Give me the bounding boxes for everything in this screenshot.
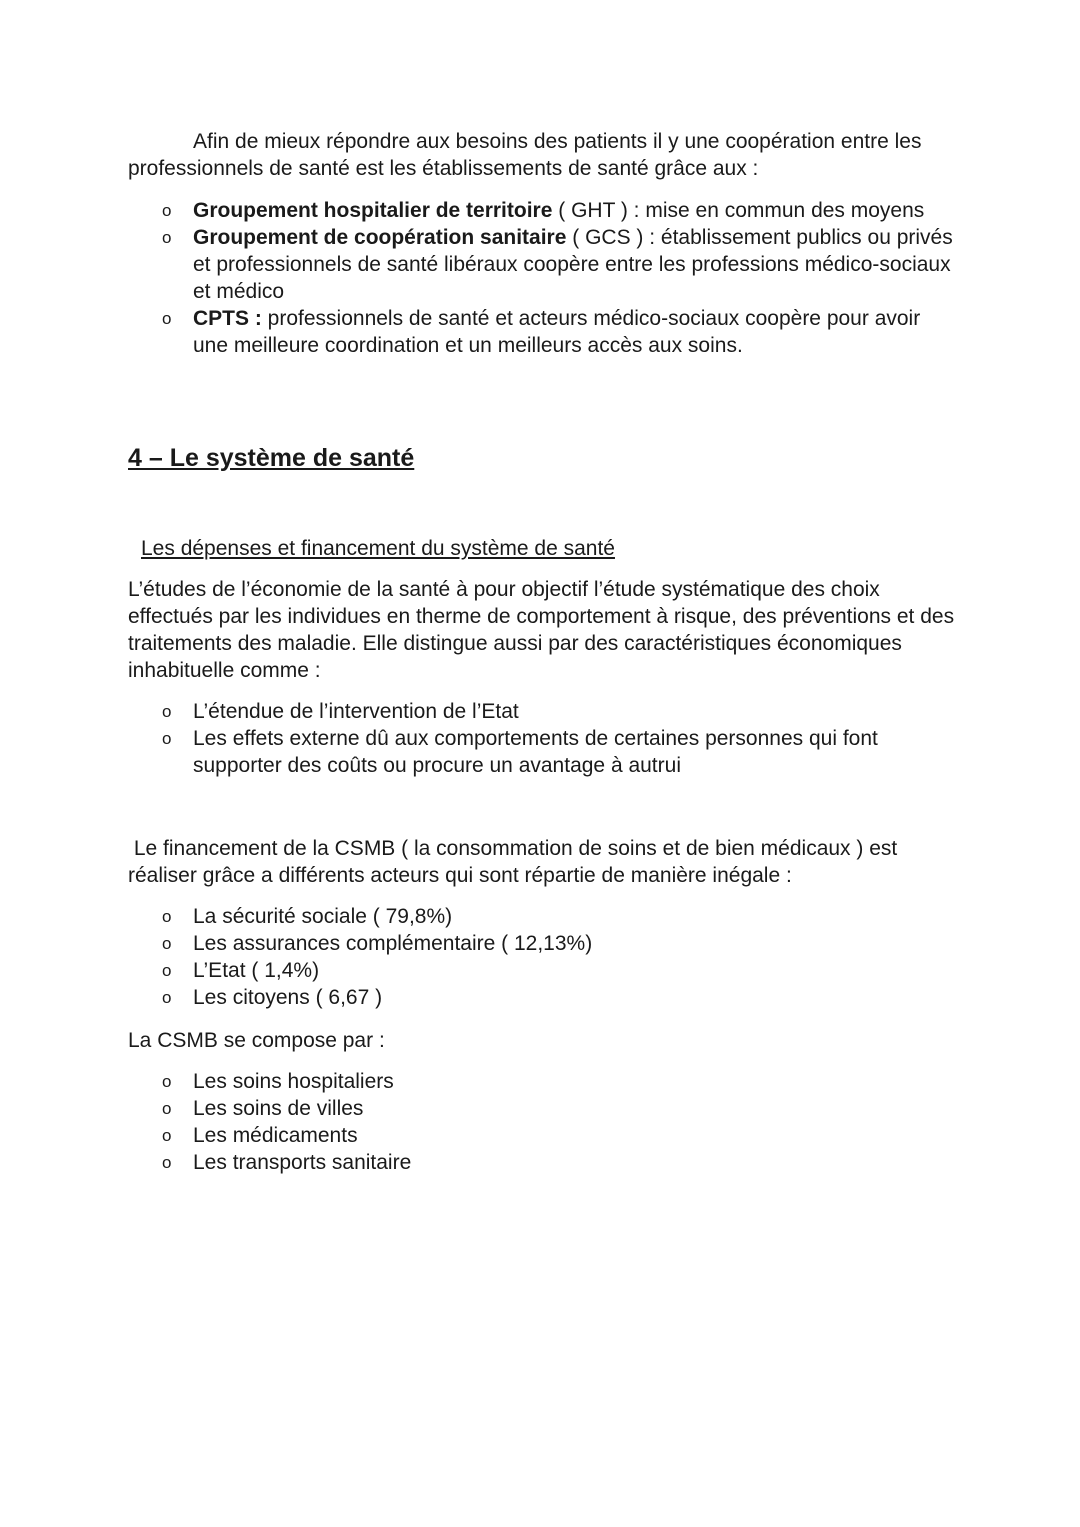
cooperation-desc: ( GHT ) : mise en commun des moyens <box>552 199 925 222</box>
cooperation-term: Groupement hospitalier de territoire <box>193 199 553 222</box>
list-item <box>128 1122 958 1149</box>
bullet-icon: o <box>162 934 172 953</box>
section-title: 4 – Le système de santé <box>128 444 415 472</box>
list-item-text: Les effets externe dû aux comportements de certaines personnes qui font supporter des coûts ou procure un avantage à autrui <box>193 727 878 777</box>
bullet-icon: o <box>162 1072 172 1091</box>
list-item-text: Les citoyens ( 6,67 ) <box>193 986 383 1009</box>
cooperation-term: Groupement de coopération sanitaire <box>193 226 567 249</box>
list-item <box>128 1095 958 1122</box>
list-item <box>128 725 958 779</box>
bullet-icon: o <box>162 702 172 721</box>
list-item-text: Les transports sanitaire <box>193 1151 412 1174</box>
list-item <box>128 957 958 984</box>
cooperation-desc: ( GCS ) : établissement publics ou privés et professionnels de santé libéraux coopère entre les professions médico-sociaux et médico <box>193 226 953 303</box>
cooperation-desc: professionnels de santé et acteurs médico-sociaux coopère pour avoir une meilleure coordination et un meilleurs accès aux soins. <box>193 307 921 357</box>
economy-list <box>128 698 958 779</box>
composition-list <box>128 1068 958 1176</box>
bullet-icon: o <box>162 729 172 748</box>
list-item <box>128 698 958 725</box>
list-item <box>128 903 958 930</box>
list-item-text: L’Etat ( 1,4%) <box>193 959 320 982</box>
subsection-title: Les dépenses et financement du système de santé <box>141 537 615 560</box>
bullet-icon: o <box>162 1126 172 1145</box>
bullet-icon: o <box>162 1153 172 1172</box>
list-item <box>128 305 958 359</box>
bullet-icon: o <box>162 988 172 1007</box>
bullet-icon: o <box>162 201 172 220</box>
bullet-icon: o <box>162 1099 172 1118</box>
cooperation-term: CPTS : <box>193 307 262 330</box>
list-item-text: La sécurité sociale ( 79,8%) <box>193 905 453 928</box>
list-item-text: Les soins hospitaliers <box>193 1070 394 1093</box>
bullet-icon: o <box>162 309 172 328</box>
list-item <box>128 197 958 224</box>
list-item-text: Les assurances complémentaire ( 12,13%) <box>193 932 593 955</box>
bullet-icon: o <box>162 228 172 247</box>
list-item-text: Les soins de villes <box>193 1097 364 1120</box>
list-item <box>128 984 958 1011</box>
financing-paragraph: Le financement de la CSMB ( la consommation de soins et de bien médicaux ) est réaliser grâce a différents acteurs qui sont répartie de manière inégale : <box>128 837 904 887</box>
financing-list <box>128 903 958 1011</box>
list-item-text: L’étendue de l’intervention de l’Etat <box>193 700 519 723</box>
intro-paragraph: Afin de mieux répondre aux besoins des patients il y une coopération entre les professionnels de santé est les établissements de santé grâce aux : <box>128 130 922 180</box>
cooperation-list <box>128 197 958 359</box>
list-item <box>128 1149 958 1176</box>
list-item-text: Les médicaments <box>193 1124 358 1147</box>
list-item <box>128 1068 958 1095</box>
list-item <box>128 930 958 957</box>
economy-paragraph: L’études de l’économie de la santé à pour objectif l’étude systématique des choix effectués par les individues en therme de comportement à risque, des préventions et des traitements des maladie. Elle distingue aussi par des caractéristiques économiques inhabituelle comme : <box>128 578 955 682</box>
bullet-icon: o <box>162 907 172 926</box>
list-item <box>128 224 958 305</box>
bullet-icon: o <box>162 961 172 980</box>
composition-paragraph: La CSMB se compose par : <box>128 1029 385 1052</box>
